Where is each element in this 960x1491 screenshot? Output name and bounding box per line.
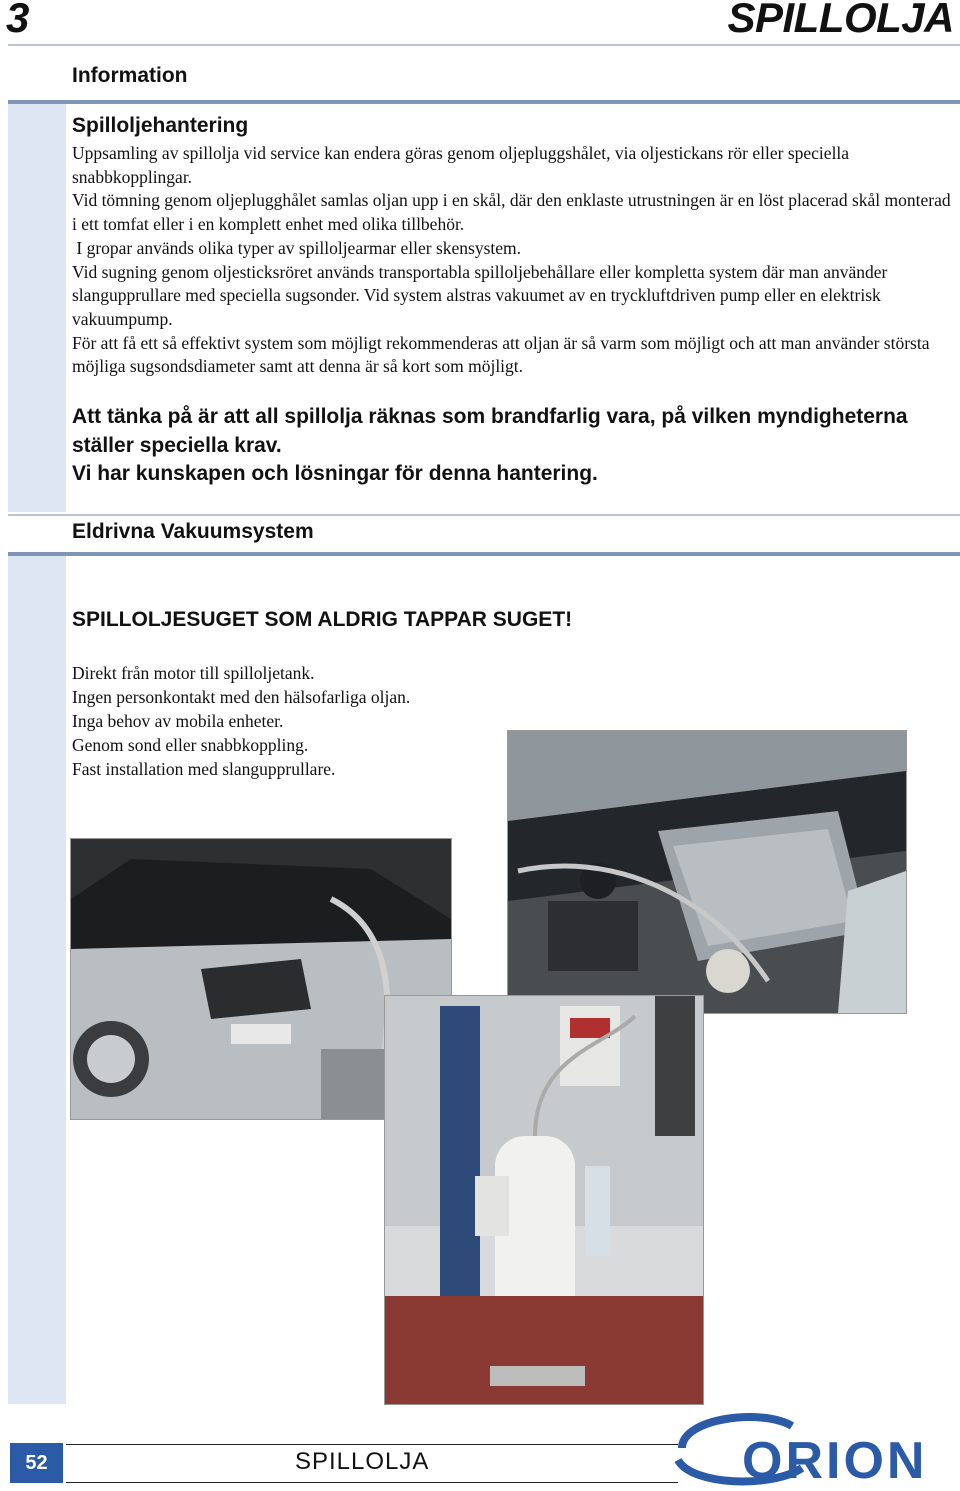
paragraph: Vid tömning genom oljeplugghålet samlas oljan upp i en skål, där den enklaste utrustningen är en löst placerad skål monterad i ett tomfat eller i en komplett enhet med olika tillbehör. — [72, 190, 951, 235]
page-number: 52 — [10, 1443, 63, 1483]
header-title: SPILLOLJA — [727, 0, 954, 41]
paragraph: I gropar används olika typer av spilloljearmar eller skensystem. — [72, 237, 522, 258]
slogan: SPILLOLJESUGET SOM ALDRIG TAPPAR SUGET! — [72, 608, 573, 631]
section-heading: Spilloljehantering — [72, 114, 249, 137]
feature-item: Fast installation med slangupprullare. — [72, 758, 336, 779]
vacuum-tank-photo — [384, 995, 704, 1405]
chapter-number: 3 — [6, 0, 30, 41]
paragraph: Vid sugning genom oljesticksröret används transportabla spilloljebehållare eller kompletta system där man använder slangupprullare med speciella sugsonder. Vid system alstras vakuumet av en tryckluftdriven pump eller en elektrisk vakuumpump. — [72, 261, 888, 329]
subsection-top-rule — [8, 514, 960, 516]
paragraph: För att få ett så effektivt system som möjligt rekommenderas att oljan är så varm som möjligt och att man använder största möjliga sugsondsdiameter samt att denna är så kort som möjligt. — [72, 332, 930, 377]
logo-text: ORION — [742, 1432, 928, 1486]
side-band-bottom — [8, 556, 66, 1404]
info-heading: Information — [72, 64, 188, 87]
info-rule — [8, 100, 960, 104]
header-rule — [8, 44, 960, 46]
feature-item: Genom sond eller snabbkoppling. — [72, 734, 309, 755]
emphasis-block — [72, 403, 932, 489]
feature-item: Direkt från motor till spilloljetank. — [72, 663, 315, 683]
paragraph: Uppsamling av spillolja vid service kan endera göras genom oljepluggshålet, via oljestickans rör eller speciella snabbkopplingar. — [72, 143, 850, 187]
feature-list — [72, 662, 410, 782]
section-body — [72, 142, 956, 379]
subsection-heading: Eldrivna Vakuumsystem — [72, 520, 314, 543]
feature-item: Ingen personkontakt med den hälsofarliga oljan. — [72, 686, 411, 707]
footer-rule-bottom — [66, 1482, 678, 1483]
side-band-top — [8, 104, 66, 512]
emphasis-text: Vi har kunskapen och lösningar för denna hantering. — [72, 462, 598, 485]
subsection-rule — [8, 552, 960, 556]
emphasis-text: Att tänka på är att all spillolja räknas som brandfarlig vara, på vilken myndigheterna ställer speciella krav. — [72, 405, 908, 457]
footer-title: SPILLOLJA — [295, 1448, 430, 1475]
feature-item: Inga behov av mobila enheter. — [72, 710, 284, 731]
engine-bay-photo — [507, 730, 907, 1014]
orion-logo — [672, 1408, 956, 1486]
footer-rule-top — [66, 1444, 678, 1445]
